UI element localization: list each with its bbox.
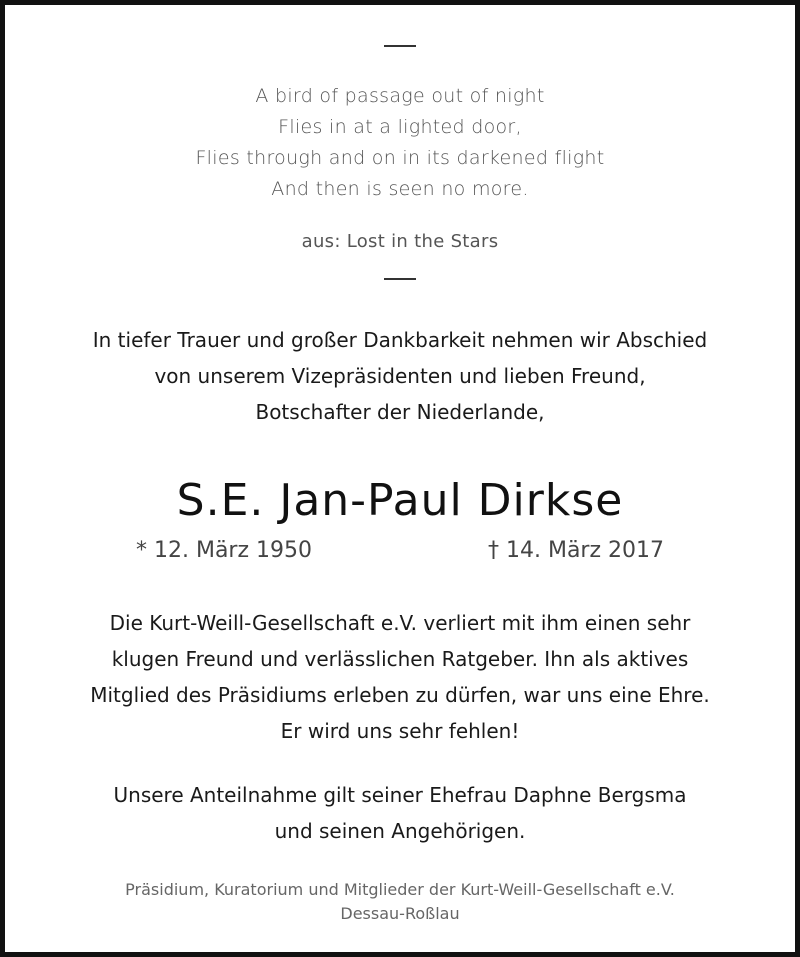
- intro-line: von unserem Vizepräsidenten und lieben Freund,: [154, 364, 646, 388]
- condolence-line: und seinen Angehörigen.: [274, 819, 526, 843]
- intro-line: Botschafter der Niederlande,: [255, 400, 545, 424]
- tribute-line: klugen Freund und verlässlichen Ratgeber. Ihn als aktives: [111, 647, 689, 671]
- poem-line: A bird of passage out of night: [255, 85, 545, 107]
- signature-block: [5, 878, 795, 926]
- condolence-text: [5, 777, 795, 849]
- death-date: † 14. März 2017: [488, 538, 665, 563]
- top-divider: [384, 45, 416, 47]
- signature-location: Dessau-Roßlau: [340, 904, 460, 923]
- tribute-text: [5, 605, 795, 749]
- poem-source: aus: Lost in the Stars: [301, 231, 499, 252]
- poem-line: And then is seen no more.: [271, 178, 529, 200]
- deceased-name: S.E. Jan-Paul Dirkse: [176, 475, 624, 526]
- signature-line: Präsidium, Kuratorium und Mitglieder der Kurt-Weill-Gesellschaft e.V.: [125, 880, 675, 899]
- poem-line: Flies in at a lighted door,: [278, 116, 522, 138]
- tribute-line: Er wird uns sehr fehlen!: [280, 719, 520, 743]
- condolence-line: Unsere Anteilnahme gilt seiner Ehefrau Daphne Bergsma: [113, 783, 687, 807]
- poem-block: [5, 81, 795, 205]
- middle-divider: [384, 278, 416, 280]
- tribute-line: Mitglied des Präsidiums erleben zu dürfen, war uns eine Ehre.: [90, 683, 710, 707]
- birth-date: * 12. März 1950: [136, 538, 313, 563]
- poem-line: Flies through and on in its darkened flight: [195, 147, 605, 169]
- intro-text: [5, 322, 795, 430]
- intro-line: In tiefer Trauer und großer Dankbarkeit nehmen wir Abschied: [92, 328, 708, 352]
- tribute-line: Die Kurt-Weill-Gesellschaft e.V. verliert mit ihm einen sehr: [109, 611, 691, 635]
